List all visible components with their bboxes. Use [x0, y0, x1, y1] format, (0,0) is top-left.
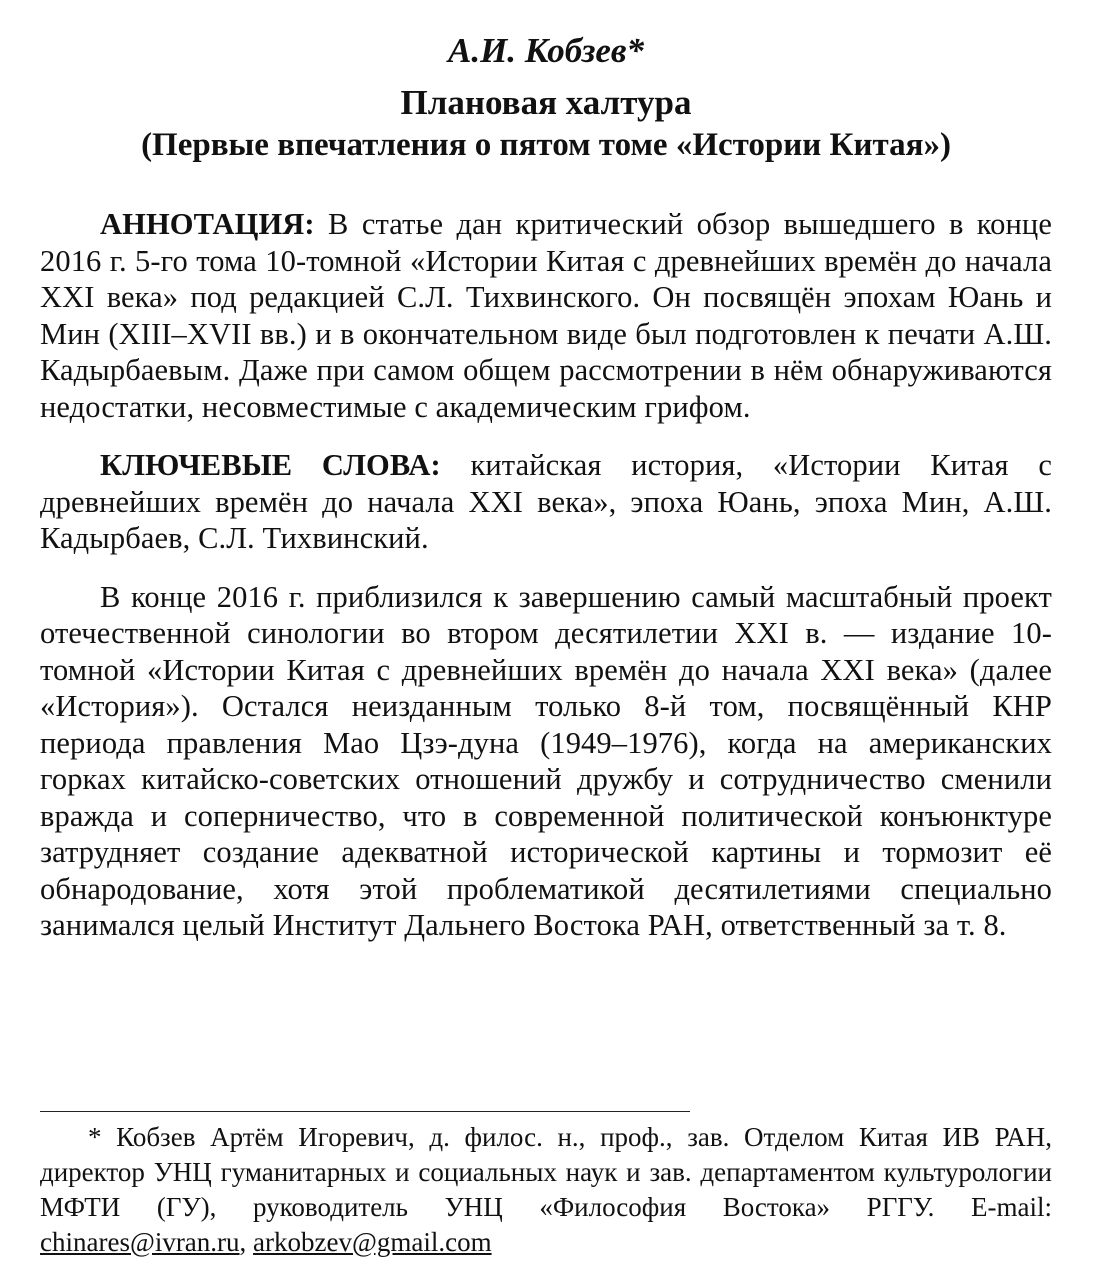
- abstract-paragraph: [40, 206, 1052, 425]
- article-title: Плановая халтура: [400, 83, 692, 122]
- keywords-paragraph: [40, 447, 1052, 557]
- body-paragraph: В конце 2016 г. приблизился к завершению самый масштабный проект отечественной синологии во втором десятилетии XXI в. — издание 10-томной «Истории Китая с древнейших времён до начала XXI века» (далее «История»). Остался неизданным только 8-й том, посвящённый КНР периода правления Мао Цзэ-дуна (1949–1976), когда на американских горках китайско-советских отношений дружбу и сотрудничество сменили вражда и соперничество, что в современной политической конъюнктуре затрудняет создание адекватной исторической картины и тормозит её обнародование, хотя этой проблематикой десятилетиями специально занимался целый Институт Дальнего Востока РАН, ответственный за т. 8.: [40, 579, 1052, 942]
- footnote: [40, 1120, 1052, 1260]
- email-link-arkobzev[interactable]: arkobzev@gmail.com: [253, 1227, 492, 1257]
- abstract-label: АННОТАЦИЯ:: [100, 207, 315, 241]
- footnote-text: * Кобзев Артём Игоревич, д. филос. н., проф., зав. Отделом Китая ИВ РАН, директор УНЦ гуманитарных и социальных наук и зав. департаментом культурологии МФТИ (ГУ), руководитель УНЦ «Философия Востока» РГГУ.: [40, 1122, 1052, 1222]
- article-subtitle: (Первые впечатления о пятом томе «Истории Китая»): [141, 127, 951, 163]
- email-label: E-mail:: [971, 1192, 1053, 1222]
- footnote-divider: [40, 1111, 690, 1112]
- keywords-label: КЛЮЧЕВЫЕ СЛОВА:: [100, 448, 441, 482]
- article-page: [40, 28, 1052, 966]
- email-separator: ,: [239, 1227, 247, 1257]
- abstract-text: В статье дан критический обзор вышедшего в конце 2016 г. 5-го тома 10-томной «Истории Китая с древнейших времён до начала XXI века» под редакцией С.Л. Тихвинского. Он посвящён эпохам Юань и Мин (XIII–XVII вв.) и в окончательном виде был подготовлен к печати А.Ш. Кадырбаевым. Даже при самом общем рассмотрении в нём обнаруживаются недостатки, несовместимые с академическим грифом.: [40, 207, 1052, 424]
- author-name: А.И. Кобзев*: [447, 31, 645, 70]
- keywords-text: китайская история, «Истории Китая с древнейших времён до начала XXI века», эпоха Юань, эпоха Мин, А.Ш. Кадырбаев, С.Л. Тихвинский.: [40, 448, 1052, 555]
- email-link-chinares[interactable]: chinares@ivran.ru: [40, 1227, 240, 1257]
